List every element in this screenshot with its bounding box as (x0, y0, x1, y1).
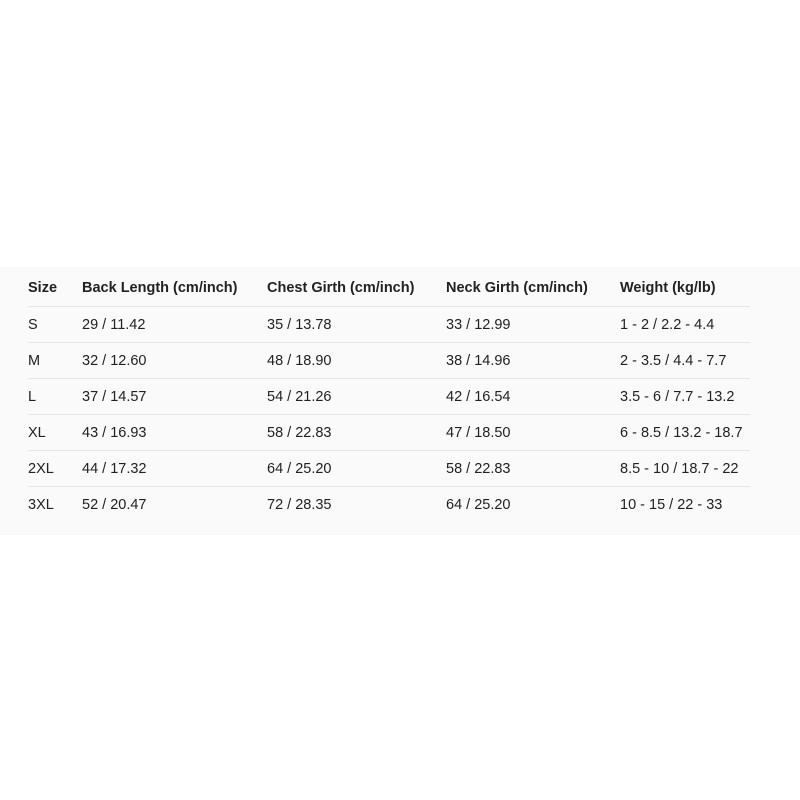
cell-weight: 1 - 2 / 2.2 - 4.4 (620, 307, 750, 343)
cell-weight: 8.5 - 10 / 18.7 - 22 (620, 451, 750, 487)
cell-neck-girth: 38 / 14.96 (446, 343, 620, 379)
cell-neck-girth: 47 / 18.50 (446, 415, 620, 451)
cell-chest-girth: 72 / 28.35 (267, 496, 332, 513)
cell-back-length: 52 / 20.47 (82, 496, 147, 513)
header-size: Size (28, 270, 82, 307)
cell-size: M (28, 343, 82, 379)
cell-weight: 10 - 15 / 22 - 33 (620, 496, 723, 513)
cell-neck-girth: 58 / 22.83 (446, 451, 620, 487)
table-row (28, 415, 750, 451)
header-chest-girth: Chest Girth (cm/inch) (267, 270, 446, 307)
header-weight: Weight (kg/lb) (620, 270, 750, 307)
table-body (28, 307, 750, 523)
cell-weight: 6 - 8.5 / 13.2 - 18.7 (620, 415, 750, 451)
header-row (28, 270, 750, 307)
cell-size: XL (28, 415, 82, 451)
table-header (28, 270, 750, 307)
table-row (28, 487, 750, 523)
cell-neck-girth: 64 / 25.20 (446, 496, 511, 513)
cell-weight: 2 - 3.5 / 4.4 - 7.7 (620, 343, 750, 379)
table-row (28, 307, 750, 343)
cell-size: L (28, 379, 82, 415)
cell-neck-girth: 33 / 12.99 (446, 307, 620, 343)
table-row (28, 451, 750, 487)
cell-chest-girth: 48 / 18.90 (267, 343, 446, 379)
header-neck-girth: Neck Girth (cm/inch) (446, 270, 620, 307)
cell-size: 2XL (28, 451, 82, 487)
table-row (28, 379, 750, 415)
cell-back-length: 37 / 14.57 (82, 379, 267, 415)
cell-size: 3XL (28, 496, 54, 513)
cell-back-length: 43 / 16.93 (82, 415, 267, 451)
table-row (28, 343, 750, 379)
cell-chest-girth: 54 / 21.26 (267, 379, 446, 415)
cell-size: S (28, 307, 82, 343)
cell-back-length: 29 / 11.42 (82, 307, 267, 343)
cell-back-length: 32 / 12.60 (82, 343, 267, 379)
cell-chest-girth: 35 / 13.78 (267, 307, 446, 343)
size-chart-table (28, 270, 750, 522)
cell-back-length: 44 / 17.32 (82, 451, 267, 487)
cell-chest-girth: 64 / 25.20 (267, 451, 446, 487)
cell-neck-girth: 42 / 16.54 (446, 379, 620, 415)
cell-chest-girth: 58 / 22.83 (267, 415, 446, 451)
header-back-length: Back Length (cm/inch) (82, 270, 267, 307)
cell-weight: 3.5 - 6 / 7.7 - 13.2 (620, 379, 750, 415)
